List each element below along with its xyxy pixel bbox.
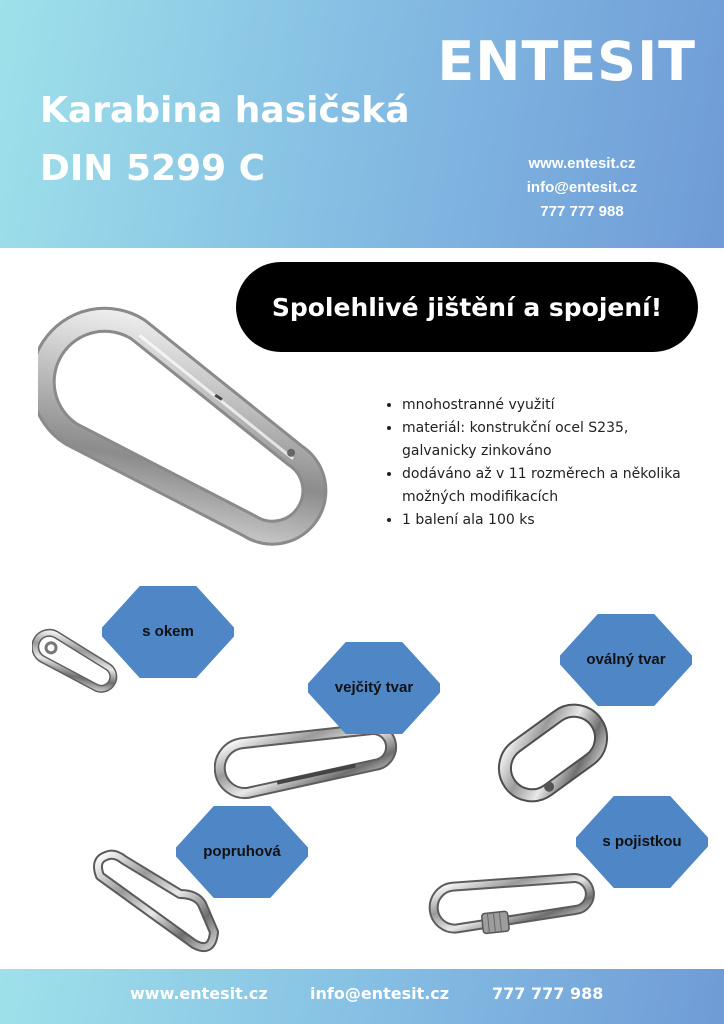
badge-vejcity	[308, 642, 440, 734]
header-banner	[0, 0, 724, 248]
title-line-1: Karabina hasičská	[40, 90, 410, 131]
badge-label: s pojistkou	[602, 833, 682, 850]
feature-item: • 1 balení ala 100 ks	[402, 509, 702, 532]
header-contact	[482, 152, 682, 224]
badge-ovalny	[560, 614, 692, 706]
badge-s-okem	[102, 586, 234, 678]
footer-bar	[0, 969, 724, 1024]
title-line-2: DIN 5299 C	[40, 148, 266, 189]
header-email-link[interactable]: info@entesit.cz	[526, 179, 638, 196]
badge-label: s okem	[142, 623, 194, 640]
main-carabiner-image	[38, 300, 358, 580]
badge-label: popruhová	[203, 843, 281, 860]
badge-label: oválný tvar	[586, 651, 666, 668]
footer-web-link[interactable]: www.entesit.cz	[130, 984, 268, 1003]
header-web-link[interactable]: www.entesit.cz	[528, 155, 636, 172]
badge-s-pojistkou	[576, 796, 708, 888]
feature-item: • materiál: konstrukční ocel S235, galvanicky zinkováno	[402, 417, 702, 463]
feature-item: • dodáváno až v 11 rozměrech a několika možných modifikacích	[402, 463, 702, 509]
feature-list	[380, 394, 702, 532]
footer-phone[interactable]: 777 777 988	[492, 984, 604, 1003]
page-title	[40, 82, 410, 198]
brand-logo: ENTESIT	[437, 30, 696, 93]
header-phone[interactable]: 777 777 988	[540, 203, 624, 220]
feature-item: • mnohostranné využití	[402, 394, 702, 417]
footer-email-link[interactable]: info@entesit.cz	[310, 984, 450, 1003]
badge-label: vejčitý tvar	[334, 679, 414, 696]
slogan-text: Spolehlivé jištění a spojení!	[271, 292, 663, 322]
badge-popruhova	[176, 806, 308, 898]
